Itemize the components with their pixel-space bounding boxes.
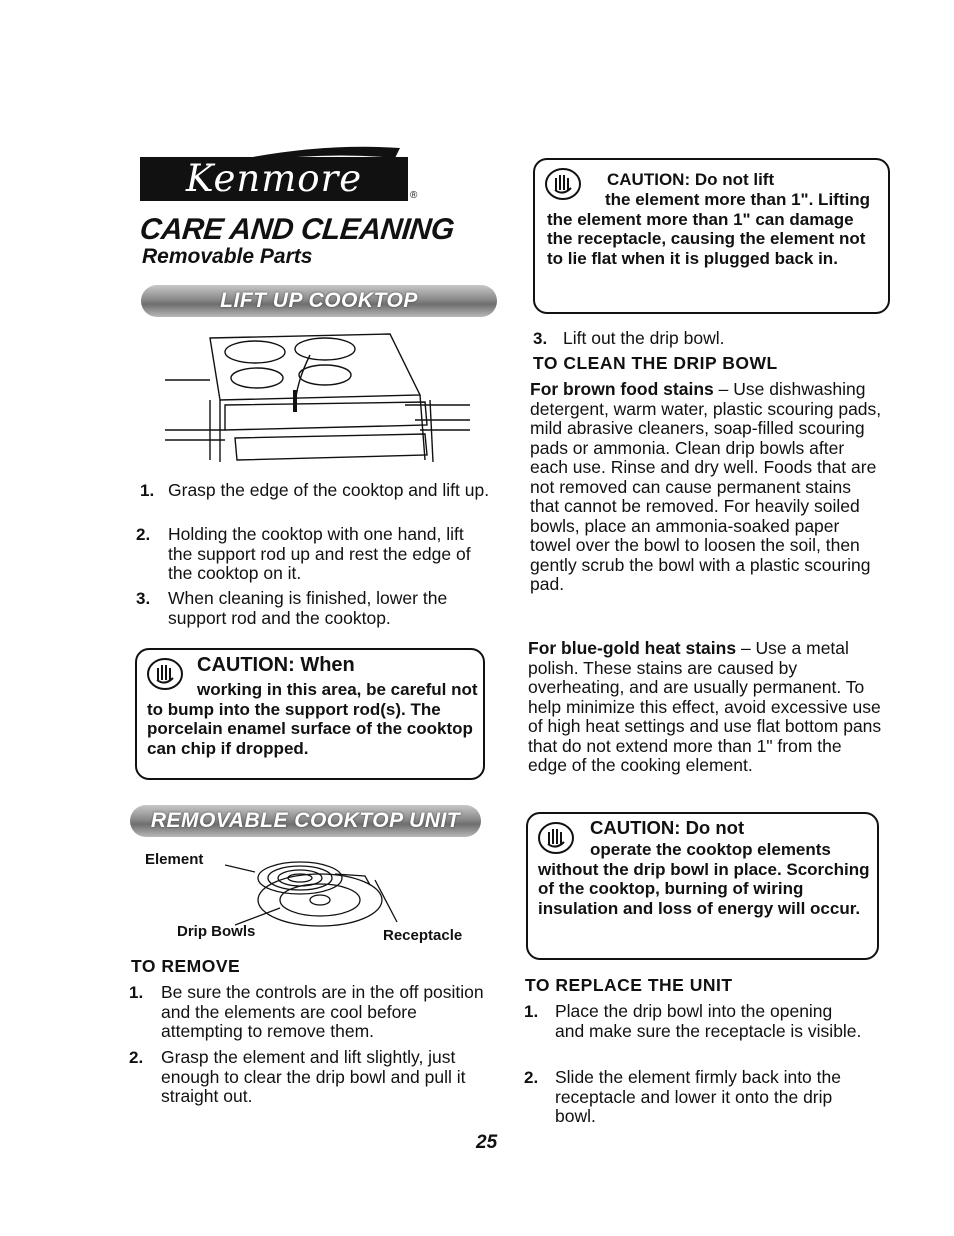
- label-drip-bowls: Drip Bowls: [177, 923, 256, 940]
- blue-gold-stains-paragraph: For blue-gold heat stains – Use a metal polish. These stains are caused by overheating, and are usually permanent. To help minimize this effect, avoid excessive use of high heat settings and use flat bottom pans that do not extend more than 1" from the edge of the cooking element.: [528, 638, 882, 775]
- page-title: CARE AND CLEANING: [138, 213, 456, 246]
- clean-drip-bowl-heading: TO CLEAN THE DRIP BOWL: [533, 353, 778, 373]
- lift-cooktop-banner: LIFT UP COOKTOP: [141, 285, 497, 317]
- registered-mark: ®: [410, 190, 418, 201]
- caution-box-drip-bowl: CAUTION: Do not operate the cooktop elements without the drip bowl in place. Scorching of the cooktop, burning of wiring insulation and loss of energy will occur.: [526, 812, 879, 960]
- caution-box-support-rod: CAUTION: When working in this area, be careful not to bump into the support rod(s). The porcelain enamel surface of the cooktop can chip if dropped.: [135, 648, 485, 780]
- brown-stains-paragraph: For brown food stains – Use dishwashing detergent, warm water, plastic scouring pads, mild abrasive cleaners, soap-filled scouring pads or ammonia. Clean drip bowls after each use. Rinse and dry well. Foods that are not removed can cause permanent stains that cannot be removed. For heavily soiled bowls, place an ammonia-soaked paper towel over the bowl to loosen the soil, then gently scrub the bowl with a plastic scouring pad.: [530, 379, 882, 594]
- cooktop-lift-illustration: [165, 330, 470, 470]
- replace-unit-heading: TO REPLACE THE UNIT: [525, 975, 733, 995]
- caution-box-lift-element: CAUTION: Do not lift the element more than 1". Lifting the element more than 1" can damage the receptacle, causing the element not to lie flat when it is plugged back in.: [533, 158, 890, 314]
- to-remove-heading: TO REMOVE: [131, 956, 241, 976]
- removable-unit-banner: REMOVABLE COOKTOP UNIT: [130, 805, 481, 837]
- label-receptacle: Receptacle: [383, 927, 463, 944]
- page-subtitle: Removable Parts: [142, 245, 313, 268]
- page-number: 25: [476, 1132, 498, 1153]
- element-drip-bowl-illustration: [225, 850, 405, 930]
- label-element: Element: [145, 851, 204, 868]
- brand-logo: Kenmore: [140, 157, 408, 201]
